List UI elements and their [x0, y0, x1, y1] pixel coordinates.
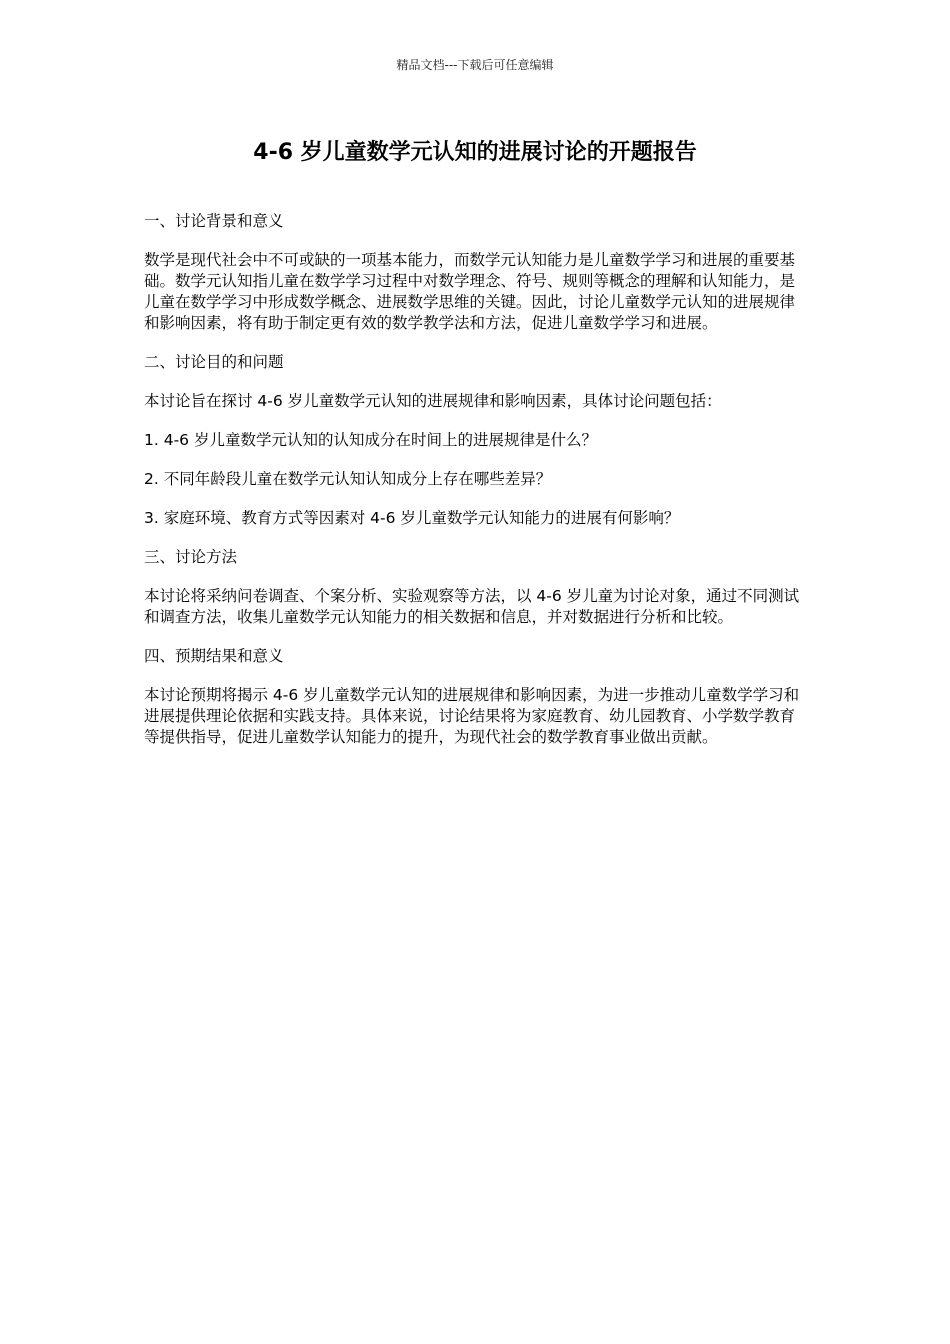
- section-paragraph-background: 数学是现代社会中不可或缺的一项基本能力，而数学元认知能力是儿童数学学习和进展的重要基础。数学元认知指儿童在数学学习过程中对数学理念、符号、规则等概念的理解和认知能力，是儿童在数学学习中形成数学概念、进展数学思维的关键。因此，讨论儿童数学元认知的进展规律和影响因素，将有助于制定更有效的数学教学法和方法，促进儿童数学学习和进展。: [144, 251, 796, 332]
- section-methods: [144, 547, 808, 628]
- section-heading-background: 一、讨论背景和意义: [144, 212, 284, 230]
- section-heading-expected-results: 四、预期结果和意义: [144, 647, 284, 665]
- section-paragraph-expected-results: 本讨论预期将揭示 4-6 岁儿童数学元认知的进展规律和影响因素，为进一步推动儿童数学学习和进展提供理论依据和实践支持。具体来说，讨论结果将为家庭教育、幼儿园教育、小学数学教育等提供指导，促进儿童数学认知能力的提升，为现代社会的数学教育事业做出贡献。: [144, 686, 800, 746]
- document-body: [144, 211, 808, 766]
- section-heading-methods: 三、讨论方法: [144, 548, 238, 566]
- section-expected-results: [144, 646, 808, 748]
- header-note: 精品文档---下载后可任意编辑: [396, 58, 554, 72]
- question-item-2: 2. 不同年龄段儿童在数学元认知认知成分上存在哪些差异？: [144, 470, 552, 488]
- section-paragraph-methods: 本讨论将采纳问卷调查、个案分析、实验观察等方法，以 4-6 岁儿童为讨论对象，通过不同测试和调查方法，收集儿童数学元认知能力的相关数据和信息，并对数据进行分析和比较。: [144, 587, 800, 626]
- question-item-3: 3. 家庭环境、教育方式等因素对 4-6 岁儿童数学元认知能力的进展有何影响？: [144, 509, 680, 527]
- section-purpose: [144, 352, 808, 529]
- question-item-1: 1. 4-6 岁儿童数学元认知的认知成分在时间上的进展规律是什么？: [144, 431, 597, 449]
- document-title: 4-6 岁儿童数学元认知的进展讨论的开题报告: [253, 140, 697, 165]
- section-heading-purpose: 二、讨论目的和问题: [144, 353, 284, 371]
- section-background: [144, 211, 808, 334]
- section-paragraph-purpose: 本讨论旨在探讨 4-6 岁儿童数学元认知的进展规律和影响因素，具体讨论问题包括：: [144, 392, 722, 410]
